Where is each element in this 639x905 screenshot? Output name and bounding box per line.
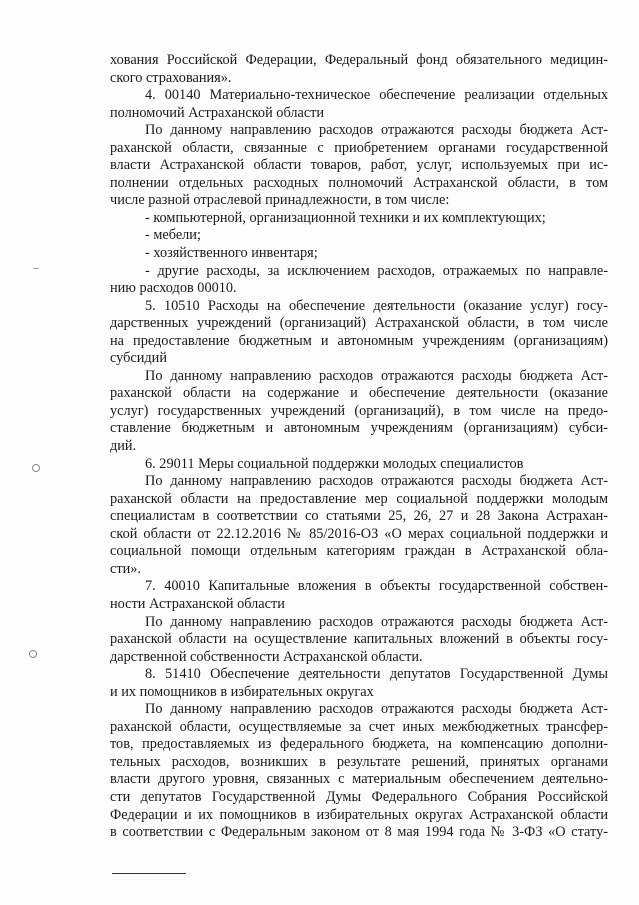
footnote-rule (112, 873, 186, 874)
scan-mark (33, 268, 39, 271)
text-line: ской области от 22.12.2016 № 85/2016-ОЗ «О мерах социальной поддержки и (110, 525, 608, 542)
text-line: 4. 00140 Материально-техническое обеспечение реализации отдельных (145, 87, 608, 104)
text-line: специалистам в соответствии со статьями 25, 26, 27 и 28 Закона Астрахан- (110, 508, 608, 525)
text-line: - мебели; (145, 227, 201, 244)
text-line: сти». (110, 560, 141, 577)
text-line: тельных расходов, возникших в результате решений, принятых органами (110, 753, 608, 770)
text-line: на предоставление бюджетным и автономным учреждениям (организациям) (110, 332, 608, 349)
text-line: По данному направлению расходов отражаются расходы бюджета Аст- (145, 367, 608, 384)
text-line: По данному направлению расходов отражаются расходы бюджета Аст- (145, 122, 608, 139)
text-line: социальной помощи отдельным категориям граждан в Астраханской обла- (110, 543, 608, 560)
text-line: полнении отдельных расходных полномочий Астраханской области, в том (110, 174, 608, 191)
text-line: 5. 10510 Расходы на обеспечение деятельности (оказание услуг) госу- (145, 297, 608, 314)
text-line: нию расходов 00010. (110, 280, 237, 297)
text-line: - компьютерной, организационной техники и их комплектующих; (145, 209, 546, 226)
punch-hole-mark (32, 464, 40, 472)
text-line: ставление бюджетным и автономным учреждениям (организациям) субси- (110, 420, 608, 437)
text-line: - другие расходы, за исключением расходов, отражаемых по направле- (145, 262, 608, 279)
text-line: полномочий Астраханской области (110, 104, 325, 121)
text-line: раханской области на осуществление капитальных вложений в объекты госу- (110, 631, 608, 648)
text-line: дий. (110, 438, 137, 455)
text-line: дарственных учреждений (организаций) Астраханской области, в том числе (110, 315, 608, 332)
text-line: По данному направлению расходов отражаются расходы бюджета Аст- (145, 613, 608, 630)
text-line: и их помощников в избирательных округах (110, 683, 374, 700)
text-line: власти Астраханской области товаров, работ, услуг, используемых при ис- (110, 157, 608, 174)
text-line: услуг) государственных учреждений (организаций), в том числе на предо- (110, 402, 608, 419)
text-line: раханской области, связанные с приобретением органами государственной (110, 139, 608, 156)
text-line: ского страхования». (110, 69, 232, 86)
text-line: субсидий (110, 350, 167, 367)
text-line: - хозяйственного инвентаря; (145, 245, 318, 262)
text-line: дарственной собственности Астраханской области. (110, 648, 423, 665)
text-line: в соответствии с Федеральным законом от 8 мая 1994 года № 3-ФЗ «О стату- (110, 824, 608, 841)
text-line: 8. 51410 Обеспечение деятельности депутатов Государственной Думы (145, 666, 608, 683)
text-line: тов, предоставляемых из федерального бюджета, на компенсацию дополни- (110, 736, 608, 753)
text-line: раханской области на предоставление мер социальной поддержки молодым (110, 490, 608, 507)
text-line: сти депутатов Государственной Думы Федерального Собрания Российской (110, 788, 608, 805)
text-line: раханской области на содержание и обеспечение деятельности (оказание (110, 385, 608, 402)
text-line: ности Астраханской области (110, 595, 285, 612)
text-line: Федерации и их помощников в избирательных округах Астраханской области (110, 806, 608, 823)
text-line: числе разной отраслевой принадлежности, в том числе: (110, 192, 450, 209)
document-body (110, 52, 608, 842)
text-line: По данному направлению расходов отражаются расходы бюджета Аст- (145, 473, 608, 490)
text-line: власти другого уровня, связанных с материальным обеспечением деятельно- (110, 771, 608, 788)
text-line: хования Российской Федерации, Федеральный фонд обязательного медицин- (110, 52, 608, 68)
text-line: По данному направлению расходов отражаются расходы бюджета Аст- (145, 701, 608, 718)
text-line: раханской области, осуществляемые за счет иных межбюджетных трансфер- (110, 718, 608, 735)
punch-hole-mark (29, 650, 37, 658)
text-line: 7. 40010 Капитальные вложения в объекты государственной собствен- (145, 578, 608, 595)
text-line: 6. 29011 Меры социальной поддержки молодых специалистов (145, 455, 524, 472)
